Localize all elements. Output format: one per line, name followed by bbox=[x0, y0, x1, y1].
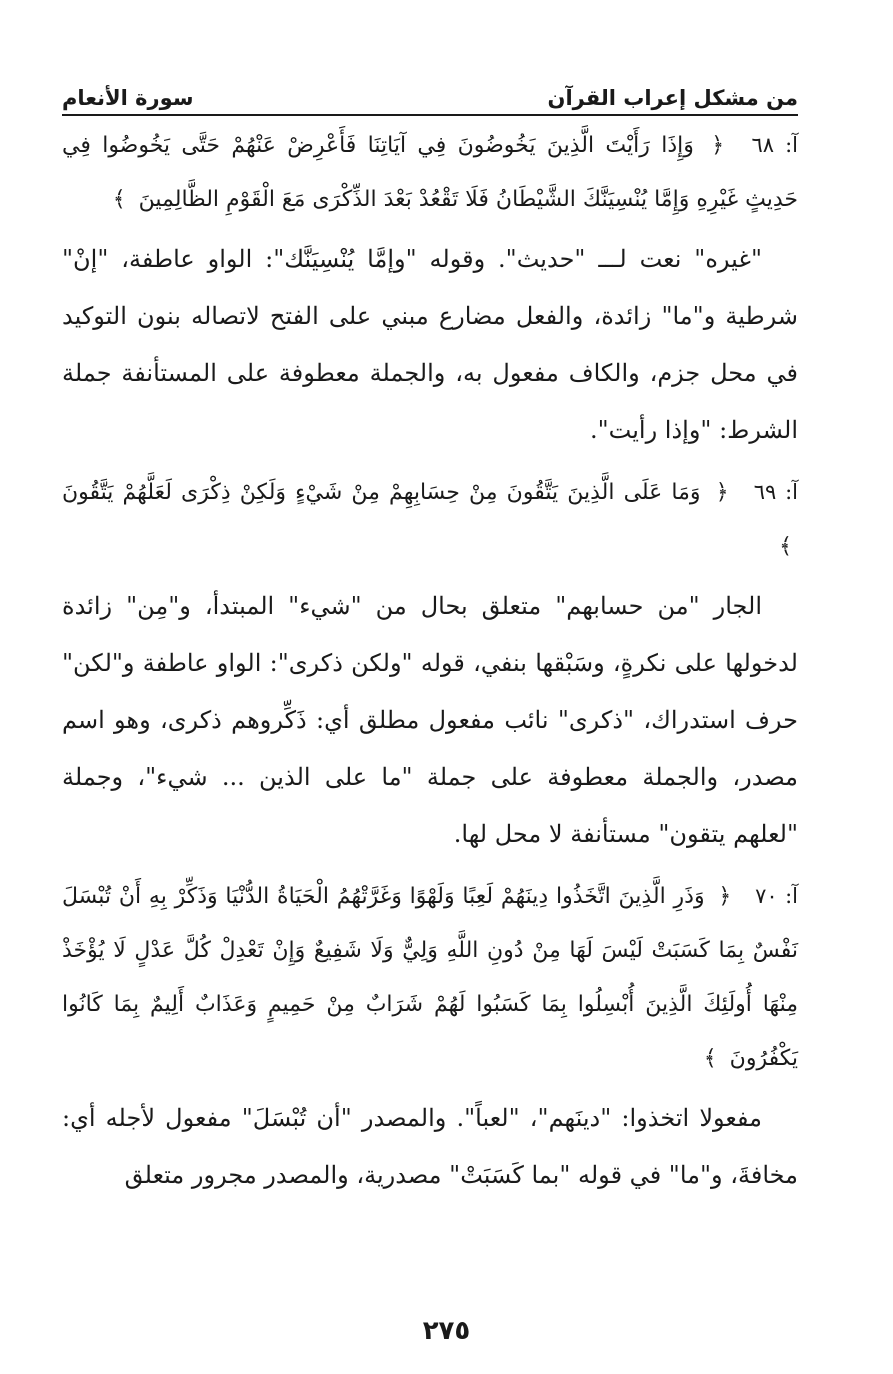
surah-title: سورة الأنعام bbox=[62, 86, 194, 110]
page-body bbox=[62, 118, 798, 1210]
header-rule bbox=[62, 114, 798, 116]
commentary-68: "غيره" نعت لـــ "حديث". وقوله "وإمَّا يُنْسِيَنَّك": الواو عاطفة، "إنْ" شرطية و"ما" زائدة، والفعل مضارع مبني على الفتح لاتصاله بنون التوكيد في محل جزم، والكاف مفعول به، والجملة معطوفة على المستأنفة جملة الشرط: "وإذا رأيت". bbox=[62, 245, 798, 444]
verse-text: وَذَرِ الَّذِينَ اتَّخَذُوا دِينَهُمْ لَعِبًا وَلَهْوًا وَغَرَّتْهُمُ الْحَيَاةُ الدُّنْيَا وَذَكِّرْ بِهِ أَنْ تُبْسَلَ نَفْسٌ بِمَا كَسَبَتْ لَيْسَ لَهَا مِنْ دُونِ اللَّهِ وَلِيٌّ وَلَا شَفِيعٌ وَإِنْ تَعْدِلْ كُلَّ عَدْلٍ لَا يُؤْخَذْ مِنْهَا أُولَئِكَ الَّذِينَ أُبْسِلُوا بِمَا كَسَبُوا لَهُمْ شَرَابٌ مِنْ حَمِيمٍ وَعَذَابٌ أَلِيمٌ بِمَا كَانُوا يَكْفُرُونَ bbox=[62, 884, 798, 1071]
verse-ref: آ: ٧٠ bbox=[755, 884, 799, 908]
page-number: ٢٧٥ bbox=[422, 1316, 471, 1346]
verse-text: وَمَا عَلَى الَّذِينَ يَتَّقُونَ مِنْ حِسَابِهِمْ مِنْ شَيْءٍ وَلَكِنْ ذِكْرَى لَعَلَّهُمْ يَتَّقُونَ bbox=[62, 480, 701, 505]
verse-70 bbox=[62, 869, 798, 1086]
commentary-70: مفعولا اتخذوا: "دينَهم"، "لعباً". والمصدر "أن تُبْسَلَ" مفعول لأجله أي: مخافةَ، و"ما" في قوله "بما كَسَبَتْ" مصدرية، والمصدر مجرور متعلق bbox=[62, 1104, 798, 1189]
book-title: من مشكل إعراب القرآن bbox=[547, 86, 798, 110]
verse-69 bbox=[62, 465, 798, 574]
running-header bbox=[62, 80, 798, 110]
verse-ref: آ: ٦٨ bbox=[751, 133, 799, 157]
verse-open-bracket: ﴿ bbox=[711, 133, 725, 158]
verse-ref: آ: ٦٩ bbox=[753, 480, 799, 504]
verse-text: وَإِذَا رَأَيْتَ الَّذِينَ يَخُوضُونَ فِي آيَاتِنَا فَأَعْرِضْ عَنْهُمْ حَتَّى يَخُوضُوا فِي حَدِيثٍ غَيْرِهِ وَإِمَّا يُنْسِيَنَّكَ الشَّيْطَانُ فَلَا تَقْعُدْ بَعْدَ الذِّكْرَى مَعَ الْقَوْمِ الظَّالِمِينَ bbox=[62, 133, 798, 212]
verse-open-bracket: ﴿ bbox=[715, 480, 729, 505]
verse-close-bracket: ﴾ bbox=[703, 1046, 717, 1071]
verse-close-bracket: ﴾ bbox=[779, 534, 792, 559]
verse-68 bbox=[62, 118, 798, 227]
verse-close-bracket: ﴾ bbox=[112, 187, 126, 212]
verse-open-bracket: ﴿ bbox=[718, 884, 732, 909]
commentary-69: الجار "من حسابهم" متعلق بحال من "شيء" المبتدأ، و"مِن" زائدة لدخولها على نكرةٍ، وسَبْقها بنفي، قوله "ولكن ذكرى": الواو عاطفة و"لكن" حرف استدراك، "ذكرى" نائب مفعول مطلق أي: ذَكِّروهم ذكرى، وهو اسم مصدر، والجملة معطوفة على جملة "ما على الذين ... شيء"، وجملة "لعلهم يتقون" مستأنفة لا محل لها. bbox=[62, 592, 798, 848]
